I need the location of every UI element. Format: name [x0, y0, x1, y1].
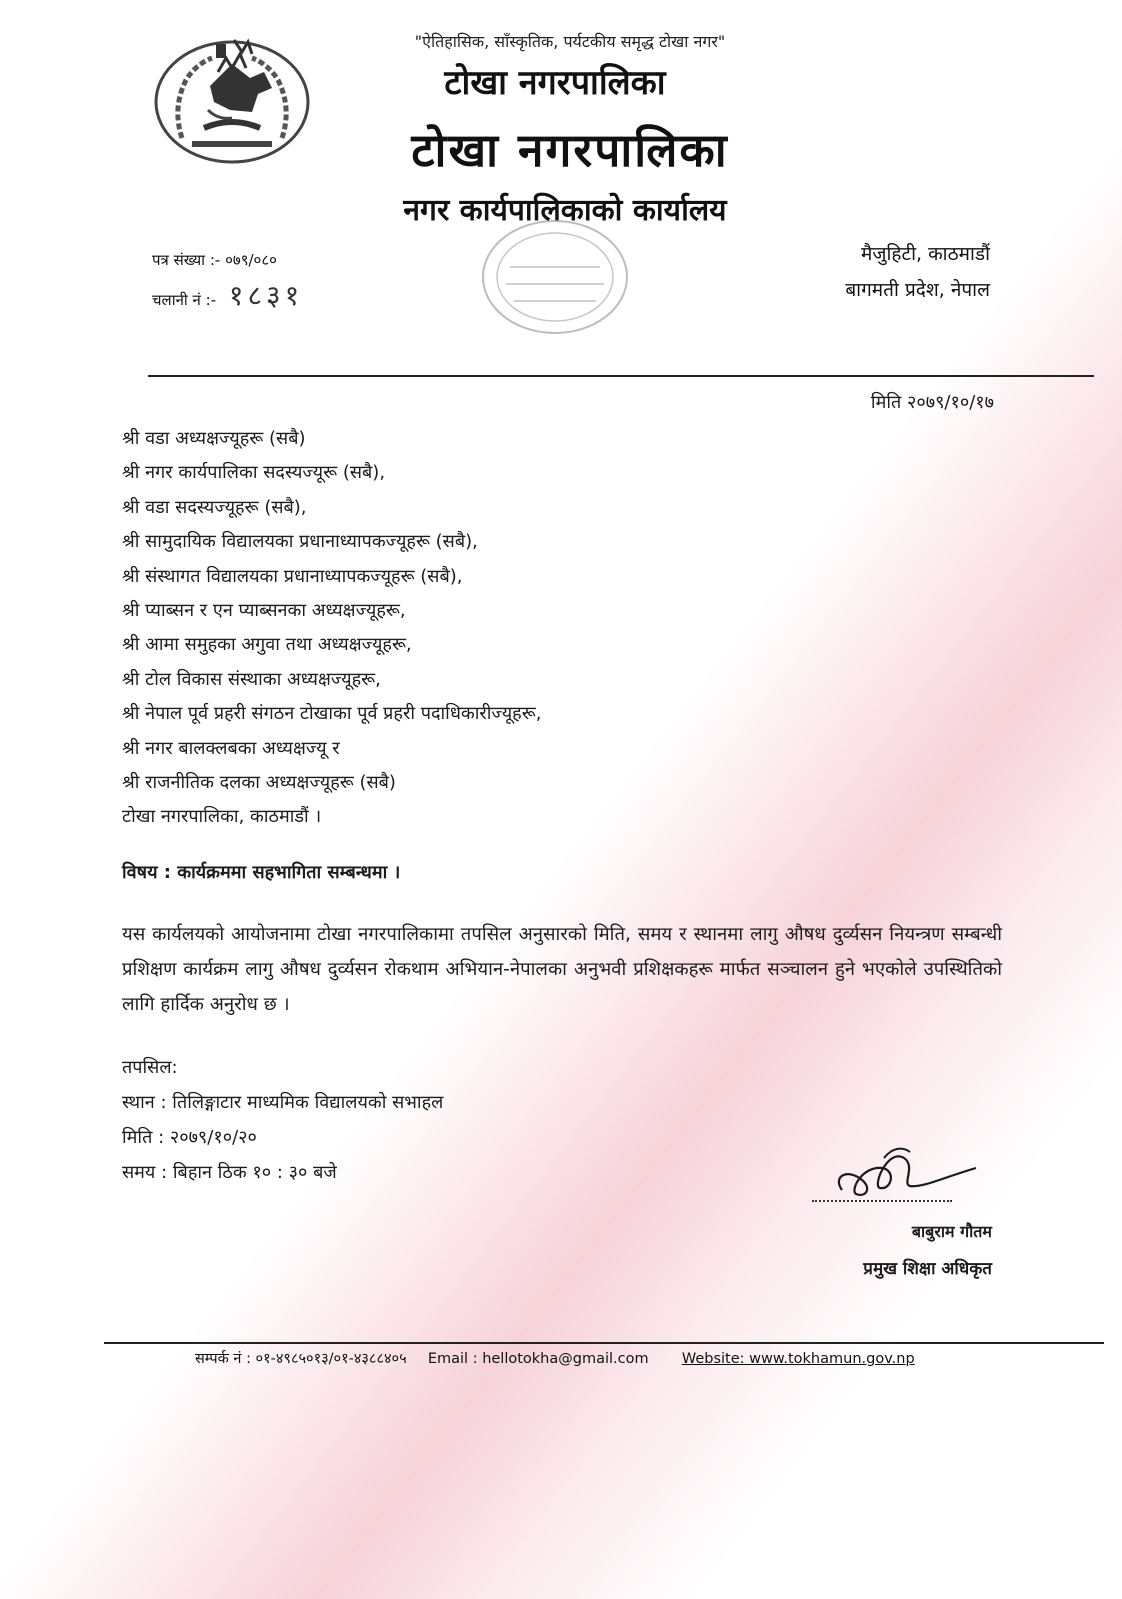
dispatch-number [152, 276, 303, 314]
recipient-list [122, 422, 541, 835]
details-time: समय : बिहान ठिक १० : ३० बजे [122, 1162, 337, 1183]
letter-number-label: पत्र संख्या :- [152, 251, 221, 269]
recipient-item: श्री सामुदायिक विद्यालयका प्रधानाध्यापकज्यूहरू (सबै), [122, 531, 478, 553]
recipient-item: श्री वडा अध्यक्षज्यूहरू (सबै) [122, 428, 306, 449]
org-name: टोखा नगरपालिका [444, 63, 666, 103]
office-stamp [470, 212, 640, 342]
letter-number-value: ०७९/०८० [225, 251, 277, 269]
recipient-item: श्री संस्थागत विद्यालयका प्रधानाध्यापकज्यूहरू (सबै), [122, 565, 463, 587]
address-line-1: मैजुहिटी, काठमाडौं [861, 243, 990, 265]
signature-block [792, 1128, 992, 1288]
signature-line [812, 1200, 952, 1202]
office-name: नगर कार्यपालिकाको कार्यालय [403, 193, 727, 228]
dispatch-number-handwritten: १८३१ [228, 279, 304, 312]
footer-email[interactable]: Email : hellotokha@gmail.com [427, 1351, 649, 1367]
subject-line: विषय : कार्यक्रममा सहभागिता सम्बन्धमा । [122, 862, 401, 883]
body-paragraph: यस कार्यलयको आयोजनामा टोखा नगरपालिकामा तपसिल अनुसारको मिति, समय र स्थानमा लागु औषध दुर्व्यसन नियन्त्रण सम्बन्धी प्रशिक्षण कार्यक्रम लागु औषध दुर्व्यसन रोकथाम अभियान-नेपालका अनुभवी प्रशिक्षकहरू मार्फत सञ्चालन हुने भएकोले उपस्थितिको लागि हार्दिक अनुरोध छ । [122, 924, 1002, 1015]
recipient-item: श्री राजनीतिक दलका अध्यक्षज्यूहरू (सबै) [122, 772, 396, 794]
recipient-item: श्री टोल विकास संस्थाका अध्यक्षज्यूहरू, [122, 668, 381, 690]
signatory-title: प्रमुख शिक्षा अधिकृत [863, 1259, 992, 1279]
recipient-item: श्री वडा सदस्यज्यूहरू (सबै), [122, 496, 307, 518]
signature-icon [792, 1128, 992, 1208]
recipient-item: श्री नगर कार्यपालिका सदस्यज्यूरू (सबै), [122, 462, 386, 484]
details-heading: तपसिल: [122, 1057, 178, 1078]
recipient-item: टोखा नगरपालिका, काठमाडौं । [122, 806, 322, 828]
nepal-emblem-icon [152, 28, 312, 166]
dispatch-number-label: चलानी नं :- [152, 291, 217, 309]
letter-date: मिति २०७९/१०/१७ [870, 392, 994, 413]
details-venue: स्थान : तिलिङ्गाटार माध्यमिक विद्यालयको सभाहल [122, 1092, 444, 1113]
recipient-item: श्री नगर बालक्लबका अध्यक्षज्यू र [122, 737, 340, 759]
address-line-2: बागमती प्रदेश, नेपाल [845, 279, 990, 301]
recipient-item: श्री नेपाल पूर्व प्रहरी संगठन टोखाका पूर्व प्रहरी पदाधिकारीज्यूहरू, [122, 703, 542, 725]
details-date: मिति : २०७९/१०/२० [122, 1127, 257, 1148]
footer-divider [104, 1342, 1104, 1344]
recipient-item: श्री प्याब्सन र एन प्याब्सनका अध्यक्षज्यूहरू, [122, 600, 406, 622]
signatory-name: बाबुराम गौतम [911, 1222, 992, 1241]
footer-phone: सम्पर्क नं : ०१-४९८५०१३/०१-४३८८४०५ [195, 1351, 407, 1367]
header-divider [148, 375, 1094, 377]
letter-number [152, 250, 277, 270]
slogan: "ऐतिहासिक, साँस्कृतिक, पर्यटकीय समृद्ध टोखा नगर" [414, 32, 726, 51]
event-details [122, 1050, 443, 1190]
recipient-item: श्री आमा समुहका अगुवा तथा अध्यक्षज्यूहरू, [122, 634, 412, 656]
footer-contact [195, 1348, 915, 1368]
org-name-stylized: टोखा नगरपालिका [411, 123, 729, 177]
footer-website-link[interactable]: Website: www.tokhamun.gov.np [681, 1351, 915, 1367]
